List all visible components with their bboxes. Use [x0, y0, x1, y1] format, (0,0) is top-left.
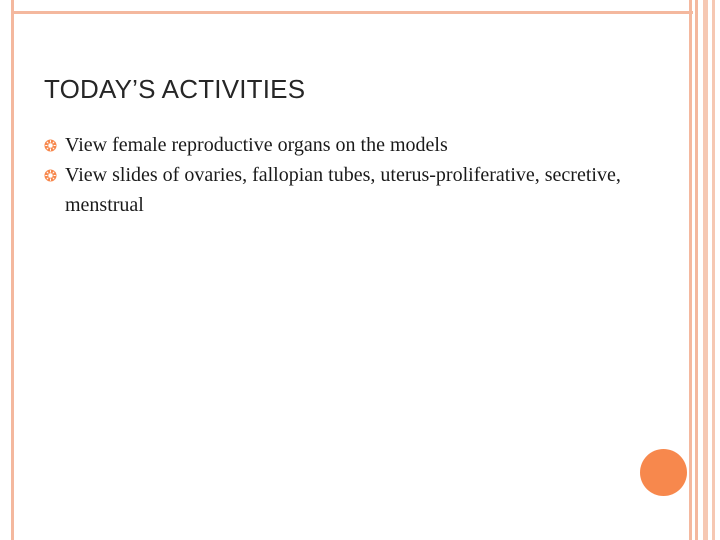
slide-frame-left [11, 0, 14, 540]
bullet-text: View female reproductive organs on the models [65, 134, 448, 156]
bullet-item [44, 130, 664, 160]
right-stripe [703, 0, 708, 540]
slide-frame-top [11, 11, 693, 14]
sun-bullet-icon [44, 169, 57, 182]
bullet-list [44, 130, 664, 220]
right-stripe [689, 0, 692, 540]
decorative-circle [640, 449, 687, 496]
right-stripe [712, 0, 715, 540]
right-stripe [695, 0, 698, 540]
slide-title: TODAY’S ACTIVITIES [44, 74, 306, 104]
bullet-text: View slides of ovaries, fallopian tubes, uterus-proliferative, secretive, menstrual [65, 164, 621, 216]
bullet-item [44, 160, 664, 220]
sun-bullet-icon [44, 139, 57, 152]
